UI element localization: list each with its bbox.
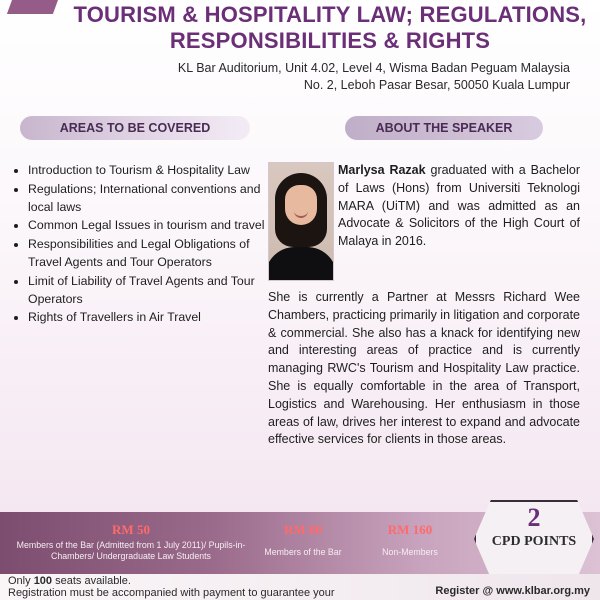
event-title-line-2: RESPONSIBILITIES & RIGHTS bbox=[169, 28, 491, 53]
list-item: • Limit of Liability of Travel Agents and Tour Operators bbox=[28, 273, 278, 309]
speaker-bio-intro bbox=[338, 162, 580, 251]
seats-suffix: seats available. bbox=[52, 575, 131, 587]
list-item: • Common Legal Issues in tourism and travel bbox=[28, 217, 278, 235]
venue-line-1: KL Bar Auditorium, Unit 4.02, Level 4, Wisma Badan Peguam Malaysia bbox=[177, 61, 570, 75]
fee-amount: RM 80 bbox=[284, 522, 322, 537]
fee-description: Non-Members bbox=[382, 547, 438, 557]
seats-prefix: Only bbox=[8, 575, 34, 587]
list-item: • Rights of Travellers in Air Travel bbox=[28, 309, 278, 327]
event-title-line-1: TOURISM & HOSPITALITY LAW; REGULATIONS, bbox=[73, 2, 587, 27]
event-title bbox=[70, 2, 590, 54]
fee-description: Members of the Bar bbox=[264, 547, 342, 557]
speaker-bio-part1: graduated with a Bachelor of Laws (Hons) from Universiti Teknologi MARA (UiTM) and was admitted as an Advocate & Solicitors of the High Court of Malaya in 2016. bbox=[338, 163, 580, 249]
list-item: • Regulations; International conventions and local laws bbox=[28, 181, 278, 217]
cpd-label: CPD POINTS bbox=[491, 534, 577, 549]
venue-address bbox=[60, 60, 570, 94]
fee-amount: RM 160 bbox=[387, 522, 433, 537]
seats-count: 100 bbox=[33, 575, 53, 587]
speaker-bio-detail: She is currently a Partner at Messrs Richard Wee Chambers, practicing primarily in litigation and corporate & commercial. She also has a knack for identifying new and interesting areas of practice and is currently managing RWC's Tourism and Hospitality Law practice. She is equally comfortable in the area of Transport, Logistics and Warehousing. Her enthusiasm in those areas of law, drives her interest to expand and advocate effective services for clients in those areas. bbox=[268, 290, 580, 447]
fee-amount: RM 50 bbox=[112, 522, 150, 537]
footer bbox=[0, 574, 600, 600]
fee-members bbox=[248, 522, 358, 558]
speaker-photo bbox=[268, 162, 334, 281]
areas-list bbox=[10, 162, 278, 328]
photo-face bbox=[285, 185, 317, 225]
seats-note bbox=[8, 575, 131, 587]
registration-note: Registration must be accompanied with payment to guarantee your bbox=[8, 587, 335, 599]
register-link[interactable]: Register @ www.klbar.org.my bbox=[435, 585, 590, 597]
venue-line-2: No. 2, Leboh Pasar Besar, 50050 Kuala Lumpur bbox=[303, 78, 570, 92]
photo-shoulders bbox=[268, 247, 334, 281]
fee-description: Members of the Bar (Admitted from 1 July 2011)/ Pupils-in-Chambers/ Undergraduate Law Students bbox=[16, 540, 246, 561]
speaker-name: Marlysa Razak bbox=[338, 163, 426, 177]
fee-non-members bbox=[355, 522, 465, 558]
fee-members-junior bbox=[6, 522, 256, 562]
areas-heading: AREAS TO BE COVERED bbox=[20, 116, 250, 140]
list-item: • Responsibilities and Legal Obligations of Travel Agents and Tour Operators bbox=[28, 236, 278, 272]
cpd-points-badge bbox=[474, 500, 594, 578]
list-item: • Introduction to Tourism & Hospitality Law bbox=[28, 162, 278, 180]
cpd-number: 2 bbox=[527, 503, 541, 532]
corner-decoration bbox=[7, 0, 63, 14]
speaker-heading: ABOUT THE SPEAKER bbox=[345, 116, 543, 140]
